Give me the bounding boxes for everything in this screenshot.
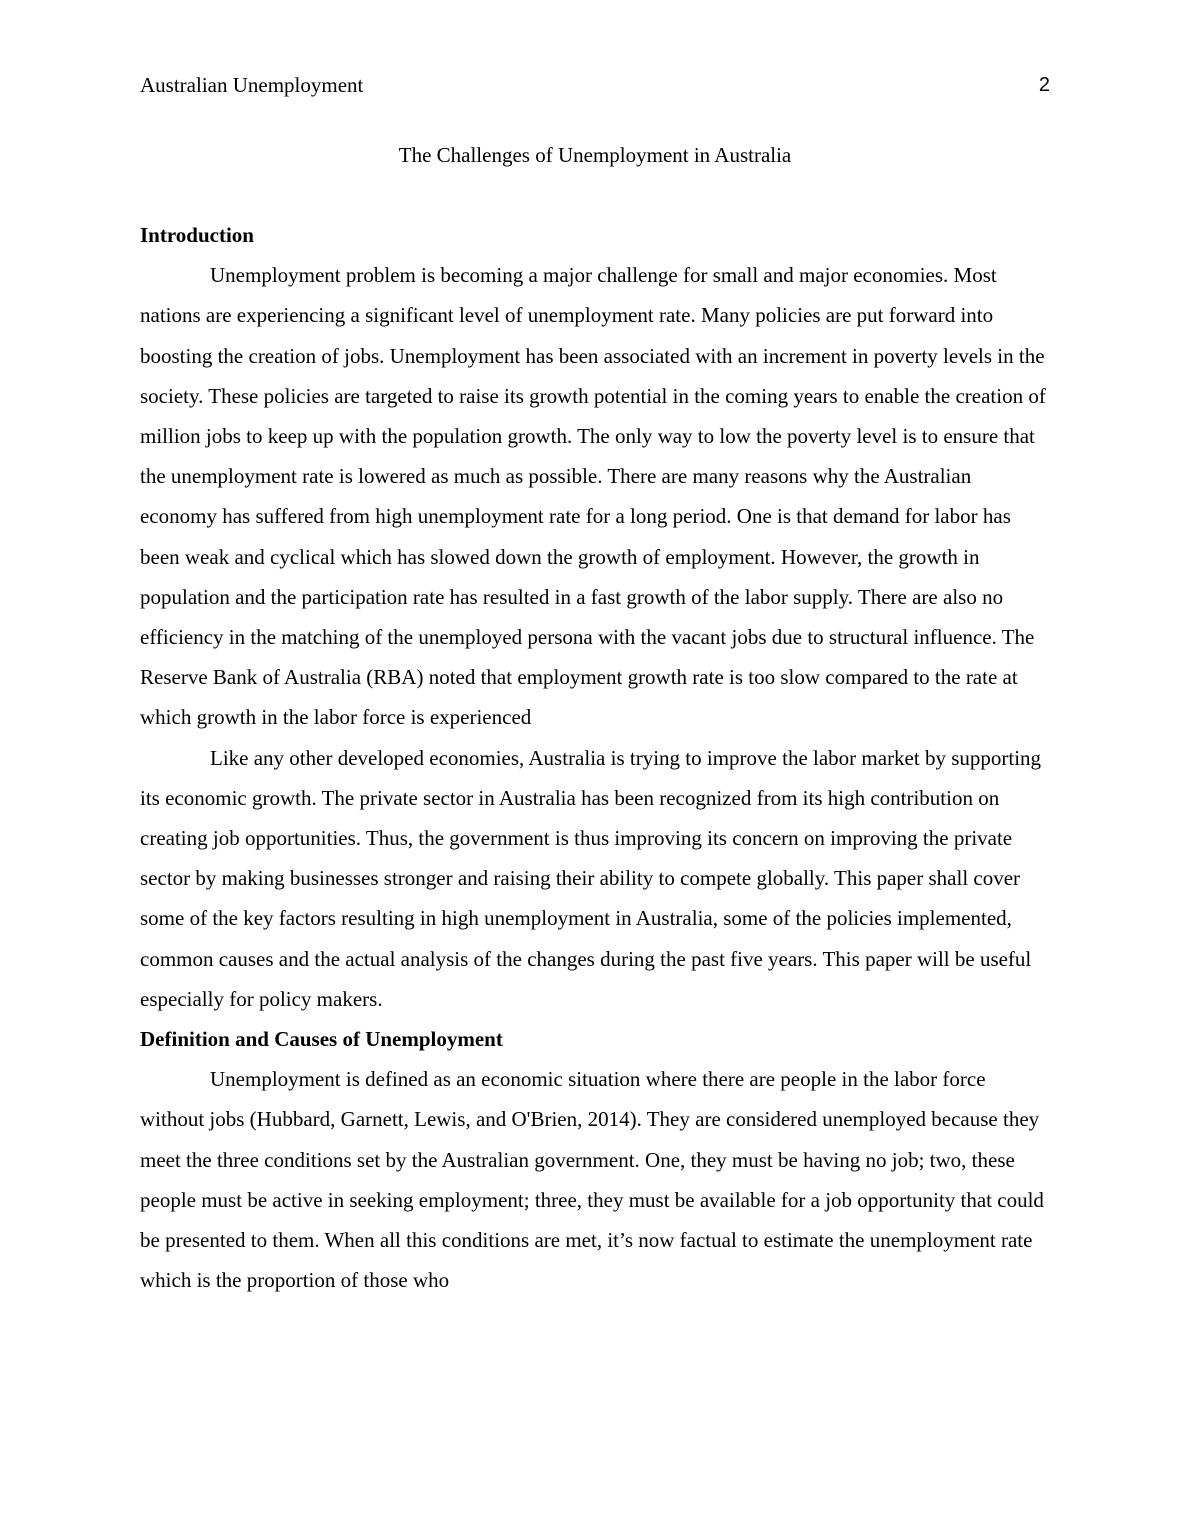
section-heading-definition: Definition and Causes of Unemployment <box>140 1027 503 1052</box>
document-body <box>140 215 1050 1300</box>
section-heading-introduction: Introduction <box>140 223 254 247</box>
paragraph-introduction-2: Like any other developed economies, Australia is trying to improve the labor market by supporting its economic growth. The private sector in Australia has been recognized from its high contribution on creating job opportunities. Thus, the government is thus improving its concern on improving the private sector by making businesses stronger and raising their ability to compete globally. This paper shall cover some of the key factors resulting in high unemployment in Australia, some of the policies implemented, common causes and the actual analysis of the changes during the past five years. This paper will be useful especially for policy makers. <box>140 745 1042 1011</box>
paragraph-definition-1: Unemployment is defined as an economic situation where there are people in the labor force without jobs (Hubbard, Garnett, Lewis, and O'Brien, 2014). They are considered unemployed because they meet the three conditions set by the Australian government. One, they must be having no job; two, these people must be active in seeking employment; three, they must be available for a job opportunity that could be presented to them. When all this conditions are met, it’s now factual to estimate the unemployment rate which is the proportion of those who <box>140 1067 1044 1293</box>
paragraph-introduction-1: Unemployment problem is becoming a major challenge for small and major economies. Most nations are experiencing a significant level of unemployment rate. Many policies are put forward into boosting the creation of jobs. Unemployment has been associated with an increment in poverty levels in the society. These policies are targeted to raise its growth potential in the coming years to enable the creation of million jobs to keep up with the population growth. The only way to low the poverty level is to ensure that the unemployment rate is lowered as much as possible. There are many reasons why the Australian economy has suffered from high unemployment rate for a long period. One is that demand for labor has been weak and cyclical which has slowed down the growth of employment. However, the growth in population and the participation rate has resulted in a fast growth of the labor supply. There are also no efficiency in the matching of the unemployed persona with the vacant jobs due to structural influence. The Reserve Bank of Australia (RBA) noted that employment growth rate is too slow compared to the rate at which growth in the labor force is experienced <box>140 263 1046 730</box>
running-head: Australian Unemployment <box>140 73 364 97</box>
paper-title: The Challenges of Unemployment in Australia <box>398 143 792 167</box>
page-number: 2 <box>1038 74 1050 96</box>
